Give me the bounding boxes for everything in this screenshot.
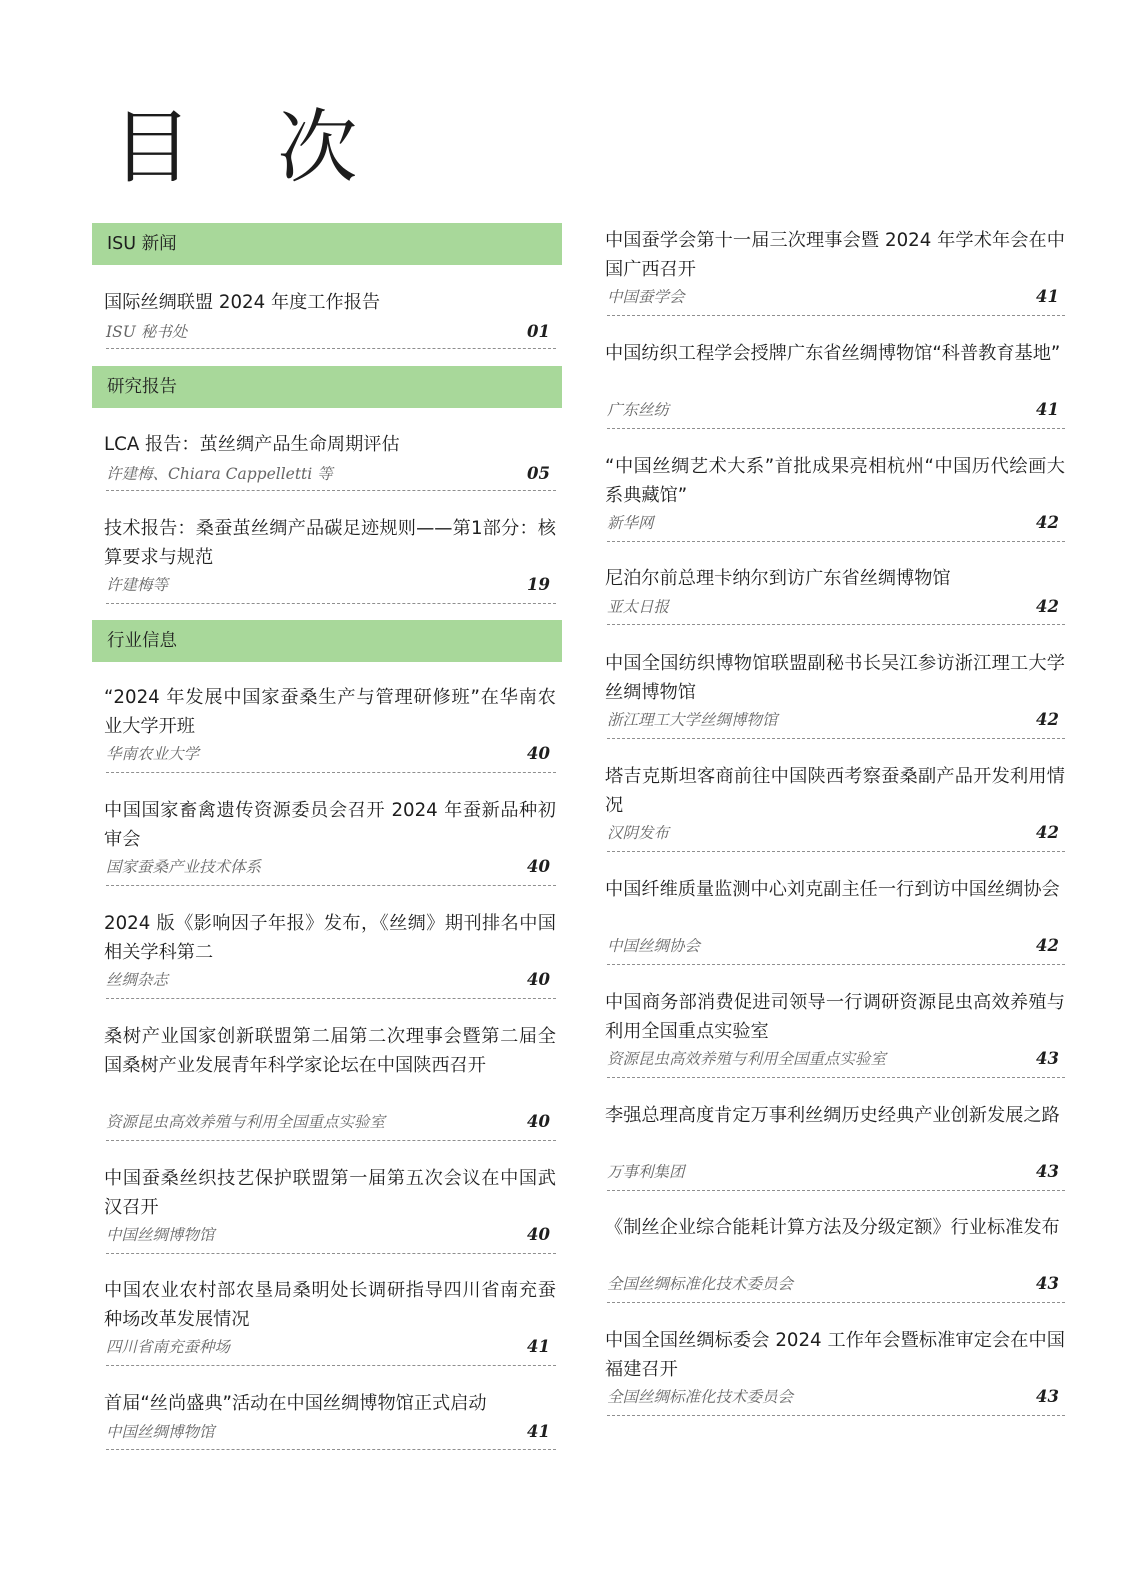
entry-page-number: 43 [1036,1162,1059,1181]
entry-title: 中国全国丝绸标委会 2024 工作年会暨标准审定会在中国福建召开 [605,1330,1065,1380]
entry-page-number: 43 [1036,1274,1059,1293]
entry-source: 中国丝绸博物馆 [106,1226,215,1244]
entry-meta [106,574,556,596]
dashed-divider [106,885,556,886]
entry-title: 李强总理高度肯定万事利丝绸历史经典产业创新发展之路 [605,1105,1060,1126]
toc-entry[interactable] [605,649,1065,729]
toc-entry[interactable] [104,1164,556,1244]
entry-meta [607,512,1065,534]
entry-title: 尼泊尔前总理卡纳尔到访广东省丝绸博物馆 [605,568,951,589]
dashed-divider [106,603,556,604]
dashed-divider [106,490,556,491]
entry-source: 中国丝绸博物馆 [106,1423,215,1441]
entry-title: 中国蚕学会第十一届三次理事会暨 2024 年学术年会在中国广西召开 [605,230,1065,280]
entry-source: 亚太日报 [607,598,670,616]
toc-entry[interactable] [605,339,1065,419]
entry-source: 丝绸杂志 [106,971,169,989]
entry-source: 许建梅、Chiara Cappelletti 等 [106,465,333,483]
toc-entry[interactable] [605,762,1065,842]
entry-title: 中国国家畜禽遗传资源委员会召开 2024 年蚕新品种初审会 [104,800,556,850]
entry-title: 中国纤维质量监测中心刘克副主任一行到访中国丝绸协会 [605,879,1060,900]
entry-meta [607,709,1065,731]
toc-entry[interactable] [104,1022,556,1131]
entry-source: 新华网 [607,514,654,532]
toc-entry[interactable] [104,683,556,763]
dashed-divider [607,624,1065,625]
toc-entry[interactable] [605,1326,1065,1406]
entry-title: 技术报告：桑蚕茧丝绸产品碳足迹规则——第1部分：核算要求与规范 [104,518,556,568]
section-heading-research-reports: 研究报告 [92,366,562,408]
entry-source: 浙江理工大学丝绸博物馆 [607,711,778,729]
dashed-divider [607,1302,1065,1303]
entry-title: 中国农业农村部农垦局桑明处长调研指导四川省南充蚕种场改革发展情况 [104,1280,556,1330]
entry-page-number: 41 [527,1337,550,1356]
entry-meta [607,399,1065,421]
toc-entry[interactable] [605,564,1065,616]
entry-title: 首届“丝尚盛典”活动在中国丝绸博物馆正式启动 [104,1393,487,1414]
entry-source: 全国丝绸标准化技术委员会 [607,1388,794,1406]
entry-title: 国际丝绸联盟 2024 年度工作报告 [104,292,381,313]
dashed-divider [607,964,1065,965]
entry-source: 万事利集团 [607,1163,685,1181]
entry-meta [607,1048,1065,1070]
toc-entry[interactable] [104,909,556,989]
entry-page-number: 41 [1036,287,1059,306]
dashed-divider [607,315,1065,316]
entry-page-number: 42 [1036,710,1059,729]
entry-meta [106,1421,556,1443]
entry-title: “2024 年发展中国家蚕桑生产与管理研修班”在华南农业大学开班 [104,687,556,737]
entry-source: 中国蚕学会 [607,288,685,306]
dashed-divider [106,1253,556,1254]
entry-source: 许建梅等 [106,576,169,594]
dashed-divider [607,428,1065,429]
entry-page-number: 43 [1036,1049,1059,1068]
entry-page-number: 42 [1036,513,1059,532]
entry-page-number: 42 [1036,597,1059,616]
entry-page-number: 01 [527,322,550,341]
entry-title: 中国蚕桑丝织技艺保护联盟第一届第五次会议在中国武汉召开 [104,1168,556,1218]
dashed-divider [607,738,1065,739]
dashed-divider [106,348,556,349]
section-heading-isu-news: ISU 新闻 [92,223,562,265]
entry-meta [106,969,556,991]
entry-title: 《制丝企业综合能耗计算方法及分级定额》行业标准发布 [605,1217,1060,1238]
toc-entry[interactable] [104,1276,556,1356]
entry-page-number: 41 [527,1422,550,1441]
toc-entry[interactable] [605,1101,1065,1181]
entry-title: 塔吉克斯坦客商前往中国陕西考察蚕桑副产品开发利用情况 [605,766,1065,816]
entry-meta [607,286,1065,308]
toc-entry[interactable] [104,796,556,876]
entry-title: 2024 版《影响因子年报》发布，《丝绸》期刊排名中国相关学科第二 [104,913,556,963]
toc-entry[interactable] [605,226,1065,306]
toc-entry[interactable] [104,288,556,341]
entry-page-number: 42 [1036,823,1059,842]
entry-meta [607,1386,1065,1408]
entry-title: 桑树产业国家创新联盟第二届第二次理事会暨第二届全国桑树产业发展青年科学家论坛在中国陕西召开 [104,1026,556,1076]
toc-entry[interactable] [605,452,1065,532]
entry-title: “中国丝绸艺术大系”首批成果亮相杭州“中国历代绘画大系典藏馆” [605,456,1065,506]
dashed-divider [106,1140,556,1141]
entry-page-number: 41 [1036,400,1059,419]
entry-meta [607,822,1065,844]
entry-source: 四川省南充蚕种场 [106,1338,231,1356]
section-heading-industry-news: 行业信息 [92,620,562,662]
entry-page-number: 05 [527,464,550,483]
entry-page-number: 40 [527,1112,550,1131]
page-title: 目 次 [112,101,388,194]
entry-source: 资源昆虫高效养殖与利用全国重点实验室 [106,1113,386,1131]
entry-page-number: 43 [1036,1387,1059,1406]
entry-source: 华南农业大学 [106,745,200,763]
dashed-divider [106,1449,556,1450]
entry-meta [106,1224,556,1246]
dashed-divider [607,1415,1065,1416]
dashed-divider [607,1190,1065,1191]
toc-entry[interactable] [104,1389,556,1441]
toc-entry[interactable] [104,514,556,594]
entry-page-number: 40 [527,857,550,876]
dashed-divider [607,541,1065,542]
entry-page-number: 19 [527,575,550,594]
entry-meta [106,1111,556,1133]
entry-meta [607,1273,1065,1295]
entry-meta [106,1336,556,1358]
entry-meta [106,463,556,485]
entry-page-number: 42 [1036,936,1059,955]
entry-source: ISU 秘书处 [106,323,188,341]
dashed-divider [106,772,556,773]
entry-title: LCA 报告：茧丝绸产品生命周期评估 [104,434,400,455]
entry-page-number: 40 [527,744,550,763]
entry-title: 中国全国纺织博物馆联盟副秘书长吴江参访浙江理工大学丝绸博物馆 [605,653,1065,703]
toc-entry[interactable] [605,988,1065,1068]
entry-title: 中国纺织工程学会授牌广东省丝绸博物馆“科普教育基地” [605,343,1061,364]
toc-entry[interactable] [605,875,1065,955]
entry-meta [607,1161,1065,1183]
entry-meta [106,321,556,343]
entry-source: 资源昆虫高效养殖与利用全国重点实验室 [607,1050,887,1068]
entry-meta [607,596,1065,618]
dashed-divider [106,1365,556,1366]
entry-source: 汉阴发布 [607,824,670,842]
entry-page-number: 40 [527,970,550,989]
entry-source: 中国丝绸协会 [607,937,701,955]
entry-source: 国家蚕桑产业技术体系 [106,858,262,876]
entry-page-number: 40 [527,1225,550,1244]
entry-meta [106,743,556,765]
entry-meta [607,935,1065,957]
entry-source: 全国丝绸标准化技术委员会 [607,1275,794,1293]
entry-title: 中国商务部消费促进司领导一行调研资源昆虫高效养殖与利用全国重点实验室 [605,992,1065,1042]
entry-source: 广东丝纺 [607,401,670,419]
dashed-divider [106,998,556,999]
dashed-divider [607,851,1065,852]
dashed-divider [607,1077,1065,1078]
entry-meta [106,856,556,878]
toc-entry[interactable] [104,430,556,483]
toc-entry[interactable] [605,1213,1065,1293]
